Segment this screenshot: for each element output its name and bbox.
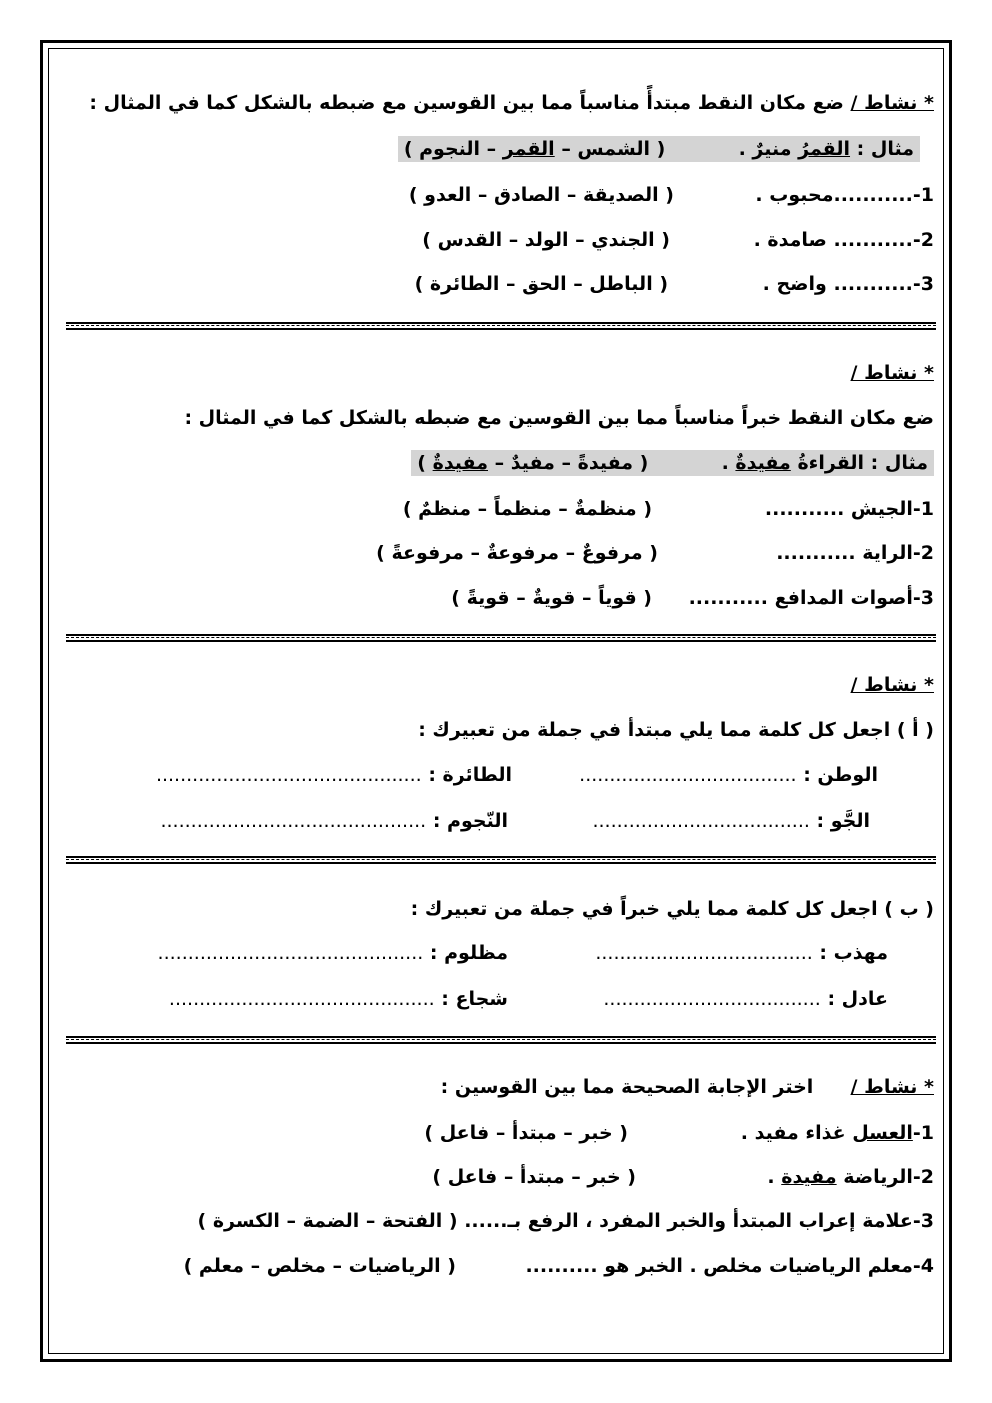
example-dot: . (721, 452, 729, 474)
b-word-mazlum (158, 940, 508, 966)
a-word-jaw (592, 808, 870, 834)
activity1-item-1 (755, 182, 934, 208)
item-text: 1-...........محبوب . (755, 184, 934, 206)
separator (66, 322, 936, 330)
activity1-item-3 (763, 271, 934, 297)
activity2-example (411, 450, 934, 476)
answer-line[interactable]: .................................... (592, 810, 810, 832)
a-word-nujum (160, 808, 508, 834)
item-text: 3-........... واضح . (762, 273, 934, 295)
activity1-item-2-options: ( الجندي – الولد – القدس ) (422, 229, 670, 251)
activity3-label-text: * نشاط / (850, 674, 934, 696)
item-word: مفيدة (781, 1166, 837, 1188)
example-options-close: ) (417, 452, 426, 474)
activity1-instruction: ضع مكان النقط مبتدأً مناسباً مما بين القوسين مع ضبطه بالشكل كما في المثال : (89, 92, 844, 114)
item-rest: . (767, 1166, 775, 1188)
activity4-item-2 (767, 1164, 934, 1190)
item-num: 1- (912, 1122, 934, 1144)
example-word: مفيدةٌ (735, 452, 791, 474)
activity2-item-3-options: ( قوياً – قويةٌ – قويةً ) (451, 587, 652, 609)
example-rest: منيرٌ . (738, 138, 792, 160)
item-rest: غذاء مفيد . (740, 1122, 846, 1144)
activity2-item-3: 3-أصوات المدافع ........... (688, 587, 934, 609)
activity1-heading (89, 90, 934, 116)
word: مهذب : (819, 942, 888, 964)
activity3-part-a: ( أ ) اجعل كل كلمة مما يلي مبتدأ في جملة من تعبيرك : (418, 719, 934, 741)
activity1-label: * نشاط / (850, 92, 934, 114)
activity3-part-b: ( ب ) اجعل كل كلمة مما يلي خبراً في جملة من تعبيرك : (410, 898, 934, 920)
activity2-item-2-options: ( مرفوعٌ – مرفوعةٌ – مرفوعةً ) (376, 542, 658, 564)
answer-line[interactable]: .................................... (579, 764, 797, 786)
example-options-word: القمر (502, 138, 555, 160)
word: الجَّو : (816, 810, 870, 832)
example-options-word: مفيدةٌ (432, 452, 488, 474)
answer-line[interactable]: ............................................ (157, 942, 424, 964)
word: الوطن : (803, 764, 878, 786)
separator (66, 1036, 936, 1044)
b-word-adel (603, 986, 888, 1012)
example-prefix: مثال : (856, 138, 914, 160)
activity2-label-text: * نشاط / (850, 362, 934, 384)
activity4-item-3: 3-علامة إعراب المبتدأ والخبر المفرد ، الرفع بـ...... ( الفتحة – الضمة – الكسرة ) (197, 1210, 934, 1232)
a-word-taera (156, 762, 512, 788)
answer-line[interactable]: ............................................ (168, 988, 435, 1010)
activity1-example-box (398, 136, 920, 162)
activity4-heading (441, 1074, 934, 1100)
activity4-item-4-options: ( الرياضيات – مخلص – معلم ) (183, 1255, 456, 1277)
activity4-item-2-options: ( خبر – مبتدأ – فاعل ) (432, 1166, 636, 1188)
activity1-item-3-options: ( الباطل – الحق – الطائرة ) (414, 273, 668, 295)
word: مظلوم : (429, 942, 508, 964)
activity4-instruction: اختر الإجابة الصحيحة مما بين القوسين : (440, 1076, 814, 1098)
word: النّجوم : (432, 810, 508, 832)
a-word-watan (579, 762, 878, 788)
answer-line[interactable]: .................................... (595, 942, 813, 964)
item-word: العسل (852, 1122, 913, 1144)
activity2-instruction: ضع مكان النقط خبراً مناسباً مما بين القوسين مع ضبطه بالشكل كما في المثال : (184, 407, 934, 429)
separator (66, 634, 936, 642)
example-options-close: – النجوم ) (403, 138, 497, 160)
activity2-example-box (411, 450, 934, 476)
activity1-item-2 (754, 227, 934, 253)
activity4-item-1-options: ( خبر – مبتدأ – فاعل ) (424, 1122, 628, 1144)
word: عادل : (827, 988, 888, 1010)
word: شجاع : (441, 988, 508, 1010)
activity1-item-1-options: ( الصديقة – الصادق – العدو ) (408, 184, 674, 206)
answer-line[interactable]: ............................................ (160, 810, 427, 832)
activity2-label (851, 360, 934, 386)
word: الطائرة : (428, 764, 512, 786)
example-word: القمرُ (798, 138, 851, 160)
b-word-shujaa (169, 986, 508, 1012)
activity2-item-1-options: ( منظمةٌ – منظماً – منظمٌ ) (402, 498, 652, 520)
example-prefix: مثال : القراءةُ (797, 452, 928, 474)
answer-line[interactable]: .................................... (603, 988, 821, 1010)
b-word-muhadhab (595, 940, 888, 966)
example-options-open: ( مفيدةً – مفيدٌ – (494, 452, 649, 474)
activity1-example (398, 136, 920, 162)
activity3-label (851, 672, 934, 698)
activity2-item-1: 1-الجيش ........... (764, 498, 934, 520)
activity4-label: * نشاط / (850, 1076, 934, 1098)
activity2-item-2: 2-الراية ........... (776, 542, 934, 564)
example-options-open: ( الشمس – (561, 138, 666, 160)
item-text: 2-........... صامدة . (753, 229, 934, 251)
separator (66, 856, 936, 864)
item-pre: 2-الرياضة (843, 1166, 934, 1188)
activity4-item-1 (741, 1120, 934, 1146)
answer-line[interactable]: ............................................ (155, 764, 422, 786)
activity4-item-4: 4-معلم الرياضيات مخلص . الخبر هو .......... (525, 1255, 934, 1277)
